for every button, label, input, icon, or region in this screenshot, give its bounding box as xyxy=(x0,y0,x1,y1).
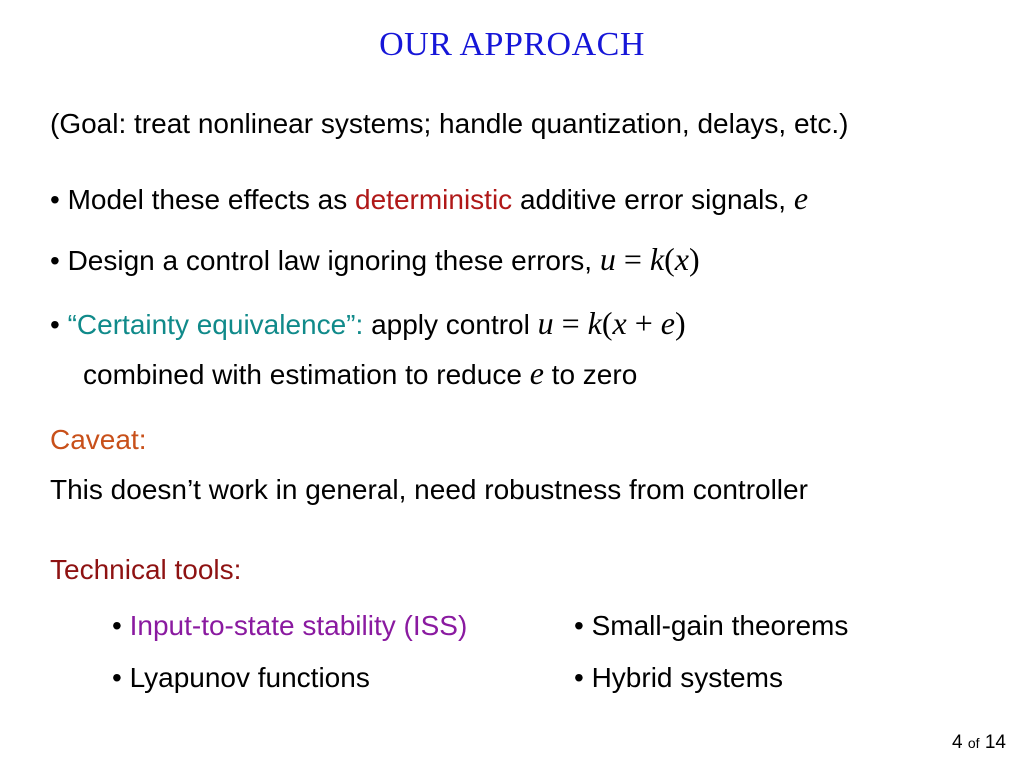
math-k: k xyxy=(587,305,602,341)
slide-title: OUR APPROACH xyxy=(379,26,645,63)
math-k: k xyxy=(649,241,665,277)
math-u-eq-kxe xyxy=(538,305,686,341)
page-current: 4 xyxy=(952,732,963,753)
caveat-text: This doesn’t work in general, need robustness from controller xyxy=(50,474,808,505)
certainty-line2-post: to zero xyxy=(543,359,638,390)
goal-text: (Goal: treat nonlinear systems; handle quantization, delays, etc.) xyxy=(50,108,849,139)
math-paren-open: ( xyxy=(601,305,613,341)
math-plus: + xyxy=(626,305,661,341)
certainty-equivalence-highlight: “Certainty equivalence”: xyxy=(67,309,364,340)
page-number xyxy=(952,732,1006,754)
page-of: of xyxy=(967,735,980,751)
tool-hybrid: • Hybrid systems xyxy=(574,662,783,693)
math-x: x xyxy=(612,305,627,341)
math-paren-close: ) xyxy=(688,241,700,277)
tool-iss-label: Input-to-state stability (ISS) xyxy=(129,610,468,641)
math-equals: = xyxy=(615,241,650,277)
bullet-model xyxy=(50,180,808,217)
bullet-model-pre: • Model these effects as xyxy=(50,184,356,215)
tool-iss-bullet: • xyxy=(112,610,130,641)
caveat-label: Caveat: xyxy=(50,424,147,455)
page-total: 14 xyxy=(984,732,1006,753)
technical-tools-label: Technical tools: xyxy=(50,554,242,585)
deterministic-highlight: deterministic xyxy=(355,184,513,215)
bullet-design xyxy=(50,241,700,278)
math-u: u xyxy=(537,305,554,341)
math-e: e xyxy=(793,180,809,216)
bullet-certainty-text: apply control xyxy=(363,309,538,340)
math-u: u xyxy=(599,241,616,277)
certainty-line2-pre: combined with estimation to reduce xyxy=(83,359,530,390)
bullet-design-text: • Design a control law ignoring these errors, xyxy=(50,245,600,276)
bullet-certainty-line2 xyxy=(83,355,637,392)
bullet-certainty-dot: • xyxy=(50,309,68,340)
math-e: e xyxy=(660,305,675,341)
tool-iss xyxy=(112,610,467,642)
math-x: x xyxy=(674,241,689,277)
math-e: e xyxy=(529,355,544,391)
bullet-certainty xyxy=(50,305,686,342)
tool-lyapunov: • Lyapunov functions xyxy=(112,662,370,693)
math-paren-close: ) xyxy=(674,305,686,341)
bullet-model-post: additive error signals, xyxy=(512,184,794,215)
math-equals: = xyxy=(553,305,588,341)
math-paren-open: ( xyxy=(664,241,675,277)
math-u-eq-kx xyxy=(600,241,700,277)
tool-small-gain: • Small-gain theorems xyxy=(574,610,849,641)
